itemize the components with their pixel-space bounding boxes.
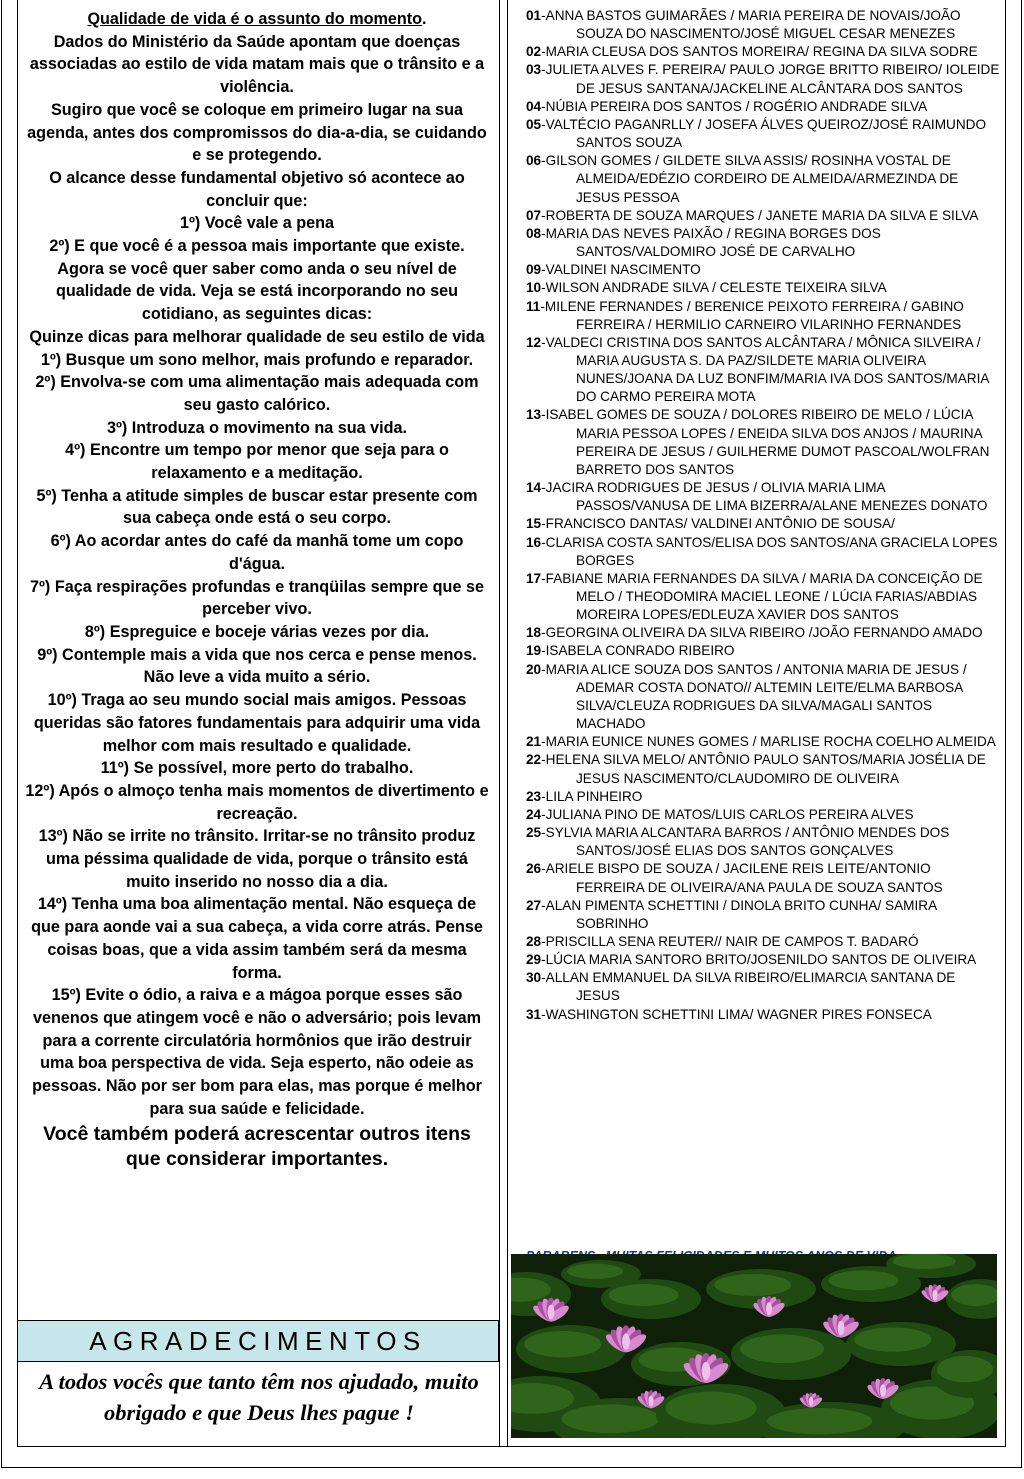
article-paragraph: 3º) Introduza o movimento na sua vida.	[106, 418, 408, 437]
birthday-entry	[526, 969, 1000, 1005]
frame-left-outer	[1, 0, 2, 1468]
article-paragraph: Dados do Ministério da Saúde apontam que doenças associadas ao estilo de vida matam mais que o trânsito e a violência.	[29, 32, 485, 97]
birthday-day: 23	[526, 788, 542, 804]
birthday-day: 12	[526, 334, 542, 350]
birthday-entry	[526, 61, 1000, 97]
birthday-entry	[526, 951, 1000, 969]
birthday-day: 06	[526, 153, 542, 169]
birthday-entry	[526, 479, 1000, 515]
article-paragraph: 10º) Traga ao seu mundo social mais amigos. Pessoas queridas são fatores fundamentais para adquirir uma vida melhor com mais resultado e qualidade.	[33, 691, 481, 755]
birthday-names: -ALLAN EMMANUEL DA SILVA RIBEIRO/ELIMARCIA SANTANA DE JESUS	[541, 970, 956, 1004]
article-paragraph: 12º) Após o almoço tenha mais momentos de divertimento e recreação.	[25, 781, 489, 823]
birthday-entry	[526, 933, 1000, 951]
birthday-day: 21	[526, 734, 542, 750]
birthday-names: -JACIRA RODRIGUES DE JESUS / OLIVIA MARIA LIMA PASSOS/VANUSA DE LIMA BIZERRA/ALANE MENEZES DONATO	[541, 480, 988, 514]
birthday-names: -MILENE FERNANDES / BERENICE PEIXOTO FERREIRA / GABINO FERREIRA / HERMILIO CARNEIRO VILARINHO FERNANDES	[540, 298, 964, 332]
birthday-names: -MARIA CLEUSA DOS SANTOS MOREIRA/ REGINA DA SILVA SODRE	[541, 44, 978, 60]
article-paragraph: 13º) Não se irrite no trânsito. Irritar-se no trânsito produz uma péssima qualidade de vida, porque o trânsito está muito inserido no nosso dia a dia.	[38, 827, 476, 891]
article-paragraph: 2º) Envolva-se com uma alimentação mais adequada com seu gasto calórico.	[35, 373, 479, 414]
frame-bottom-outer	[1, 1467, 1022, 1468]
birthday-entry	[526, 642, 1000, 660]
birthday-entry	[526, 860, 1000, 896]
birthday-names: -LÚCIA MARIA SANTORO BRITO/JOSENILDO SANTOS DE OLIVEIRA	[541, 952, 977, 968]
birthday-names: -GEORGINA OLIVEIRA DA SILVA RIBEIRO /JOÃO FERNANDO AMADO	[541, 625, 983, 641]
quality-of-life-article	[24, 8, 490, 1172]
article-title: Qualidade de vida é o assunto do momento	[87, 10, 423, 28]
birthday-names: -VALDINEI NASCIMENTO	[541, 262, 701, 278]
birthday-names: -ROBERTA DE SOUZA MARQUES / JANETE MARIA DA SILVA E SILVA	[541, 207, 979, 223]
article-paragraph: Agora se você quer saber como anda o seu nível de qualidade de vida. Veja se está incorporando no seu cotidiano, as seguintes dicas:	[55, 259, 459, 324]
birthday-entry	[526, 406, 1000, 479]
birthday-entry	[526, 1006, 1000, 1024]
birthday-day: 18	[526, 625, 542, 641]
birthday-entry	[526, 334, 1000, 407]
birthday-entry	[526, 534, 1000, 570]
birthday-entry	[526, 733, 1000, 751]
article-paragraph: O alcance desse fundamental objetivo só acontece ao concluir que:	[49, 168, 465, 210]
birthday-entry	[526, 624, 1000, 642]
birthday-entry	[526, 152, 1000, 206]
birthday-entry	[526, 43, 1000, 61]
article-paragraph: 1º) Busque um sono melhor, mais profundo e reparador.	[40, 350, 474, 369]
article-paragraph: Sugiro que você se coloque em primeiro lugar na sua agenda, antes dos compromissos do dia-a-dia, se cuidando e se protegendo.	[27, 100, 487, 165]
birthday-day: 08	[526, 225, 542, 241]
article-closing: Você também poderá acrescentar outros itens que considerar importantes.	[43, 1123, 471, 1171]
birthday-day: 14	[526, 480, 542, 496]
birthday-names: -ANNA BASTOS GUIMARÃES / MARIA PEREIRA DE NOVAIS/JOÃO SOUZA DO NASCIMENTO/JOSÉ MIGUEL CESAR MENEZES	[541, 8, 961, 42]
birthday-names: -HELENA SILVA MELO/ ANTÔNIO PAULO SANTOS/MARIA JOSÉLIA DE JESUS NASCIMENTO/CLAUDOMIRO DE OLIVEIRA	[541, 752, 986, 786]
birthday-day: 19	[526, 643, 542, 659]
birthday-names: -JULIANA PINO DE MATOS/LUIS CARLOS PEREIRA ALVES	[541, 806, 914, 822]
birthday-entry	[526, 515, 1000, 533]
article-paragraph: 5º) Tenha a atitude simples de buscar estar presente com sua cabeça onde está o seu corpo.	[36, 486, 478, 528]
frame-right-inner	[1005, 0, 1006, 1446]
birthday-day: 30	[526, 970, 542, 986]
birthday-entry	[526, 570, 1000, 624]
birthday-entry	[526, 806, 1000, 824]
birthday-day: 02	[526, 44, 542, 60]
birthday-day: 28	[526, 933, 542, 949]
birthday-day: 31	[526, 1006, 542, 1022]
article-paragraph: 15º) Evite o ódio, a raiva e a mágoa porque esses são venenos que atingem você e não o adversário; pois levam para a corrente circulatória hormônios que irão destruir uma boa perspectiva de vida. Seja esperto, não odeie as pessoas. Não por ser bom para elas, mas porque é melhor para sua saúde e felicidade.	[32, 986, 482, 1118]
birthday-names: -WILSON ANDRADE SILVA / CELESTE TEIXEIRA SILVA	[541, 280, 887, 296]
birthday-day: 24	[526, 806, 542, 822]
birthday-entry	[526, 225, 1000, 261]
birthday-names: -VALTÉCIO PAGANRLLY / JOSEFA ÁLVES QUEIROZ/JOSÉ RAIMUNDO SANTOS SOUZA	[541, 116, 987, 151]
birthday-names: -SYLVIA MARIA ALCANTARA BARROS / ANTÔNIO MENDES DOS SANTOS/JOSÉ ELIAS DOS SANTOS GONÇALVES	[541, 825, 950, 859]
birthday-day: 16	[526, 534, 542, 550]
birthday-list	[526, 7, 1000, 1024]
article-paragraph: 4º) Encontre um tempo por menor que seja para o relaxamento e a meditação.	[65, 441, 449, 483]
article-paragraphs	[24, 31, 490, 1121]
birthday-names: -FABIANE MARIA FERNANDES DA SILVA / MARIA DA CONCEIÇÃO DE MELO / THEODOMIRA MACIEL LEONE / LÚCIA FARIAS/ABDIAS MOREIRA LOPES/EDLEUZA XAVIER DOS SANTOS	[541, 570, 983, 623]
article-paragraph: 9º) Contemple mais a vida que nos cerca e pense menos. Não leve a vida muito a sério.	[37, 645, 477, 687]
birthday-entry	[526, 261, 1000, 279]
birthday-names: -VALDECI CRISTINA DOS SANTOS ALCÂNTARA / MÔNICA SILVEIRA / MARIA AUGUSTA S. DA PAZ/SILDETE MARIA OLIVEIRA NUNES/JOANA DA LUZ BONFIM/MARIA IVA DOS SANTOS/MARIA DO CARMO PEREIRA MOTA	[541, 334, 989, 405]
frame-center-left	[499, 0, 500, 1446]
birthday-day: 27	[526, 897, 542, 913]
birthday-day: 05	[526, 116, 542, 132]
birthday-entry	[526, 788, 1000, 806]
birthday-entry	[526, 279, 1000, 297]
article-paragraph: 8º) Espreguice e boceje várias vezes por dia.	[84, 622, 430, 641]
birthday-day: 26	[526, 861, 542, 877]
birthday-entry	[526, 98, 1000, 116]
birthday-names: -JULIETA ALVES F. PEREIRA/ PAULO JORGE BRITTO RIBEIRO/ IOLEIDE DE JESUS SANTANA/JACKELINE ALCÂNTARA DOS SANTOS	[541, 62, 1000, 96]
article-paragraph: 7º) Faça respirações profundas e tranqüilas sempre que se perceber vivo.	[30, 577, 484, 619]
birthday-names: -ISABELA CONRADO RIBEIRO	[541, 643, 735, 659]
birthday-names: -ARIELE BISPO DE SOUZA / JACILENE REIS LEITE/ANTONIO FERREIRA DE OLIVEIRA/ANA PAULA DE SOUZA SANTOS	[541, 861, 943, 895]
birthday-names: -FRANCISCO DANTAS/ VALDINEI ANTÔNIO DE SOUSA/	[541, 516, 895, 532]
birthday-names: -MARIA EUNICE NUNES GOMES / MARLISE ROCHA COELHO ALMEIDA	[541, 734, 996, 750]
birthday-names: -GILSON GOMES / GILDETE SILVA ASSIS/ ROSINHA VOSTAL DE ALMEIDA/EDÉZIO CORDEIRO DE ALMEIDA/ARMEZINDA DE JESUS PESSOA	[541, 153, 959, 205]
article-paragraph: 2º) E que você é a pessoa mais importante que existe.	[49, 237, 465, 256]
agradecimentos-banner: AGRADECIMENTOS	[17, 1320, 499, 1362]
birthday-day: 22	[526, 752, 542, 768]
article-paragraph: 6º) Ao acordar antes do café da manhã tome um copo d'água.	[50, 532, 464, 573]
birthday-day: 20	[526, 661, 542, 677]
birthday-day: 03	[526, 62, 542, 78]
birthday-names: -MARIA DAS NEVES PAIXÃO / REGINA BORGES DOS SANTOS/VALDOMIRO JOSÉ DE CARVALHO	[541, 225, 881, 260]
article-paragraph: Quinze dicas para melhorar qualidade de seu estilo de vida	[29, 327, 485, 346]
birthday-entry	[526, 824, 1000, 860]
birthday-day: 11	[526, 298, 541, 314]
birthday-entry	[526, 207, 1000, 225]
birthday-day: 01	[526, 8, 542, 23]
birthday-day: 13	[526, 407, 542, 423]
birthday-entry	[526, 7, 1000, 43]
birthday-entry	[526, 897, 1000, 933]
article-title-line	[24, 8, 490, 31]
birthday-names: -PRISCILLA SENA REUTER// NAIR DE CAMPOS T. BADARÓ	[541, 933, 919, 949]
birthday-names: -LILA PINHEIRO	[541, 788, 643, 804]
birthday-day: 17	[526, 570, 542, 586]
birthday-names: -NÚBIA PEREIRA DOS SANTOS / ROGÉRIO ANDRADE SILVA	[541, 98, 928, 114]
birthday-names: -MARIA ALICE SOUZA DOS SANTOS / ANTONIA MARIA DE JESUS / ADEMAR COSTA DONATO// ALTEMIN LEITE/ELMA BARBOSA SILVA/CLEUZA RODRIGUES DA SILVA/MAGALI SANTOS MACHADO	[541, 661, 967, 732]
birthday-day: 09	[526, 262, 542, 278]
birthday-names: -ISABEL GOMES DE SOUZA / DOLORES RIBEIRO DE MELO / LÚCIA MARIA PESSOA LOPES / ENEIDA SILVA DOS ANJOS / MAURINA PEREIRA DE JESUS / GUILHERME DUMOT PASCOAL/WOLFRAN BARRETO DOS SANTOS	[541, 407, 990, 477]
water-lily-icon	[511, 1254, 997, 1438]
birthday-day: 29	[526, 952, 542, 968]
birthday-names: -CLARISA COSTA SANTOS/ELISA DOS SANTOS/ANA GRACIELA LOPES BORGES	[541, 534, 998, 568]
frame-bottom-inner	[17, 1446, 1006, 1447]
birthday-entry	[526, 116, 1000, 152]
birthday-names: -ALAN PIMENTA SCHETTINI / DINOLA BRITO CUNHA/ SAMIRA SOBRINHO	[541, 897, 937, 931]
article-paragraph: 1º) Você vale a pena	[179, 214, 335, 233]
birthday-entry	[526, 661, 1000, 734]
article-title-period: .	[422, 10, 427, 28]
birthday-names: -WASHINGTON SCHETTINI LIMA/ WAGNER PIRES FONSECA	[541, 1006, 932, 1022]
birthday-day: 25	[526, 825, 542, 841]
birthday-day: 10	[526, 280, 542, 296]
birthday-entry	[526, 298, 1000, 334]
thanks-message: A todos vocês que tanto têm nos ajudado, muito obrigado e que Deus lhes pague !	[39, 1369, 479, 1425]
water-lily-photo	[511, 1254, 997, 1438]
birthday-day: 07	[526, 207, 542, 223]
frame-center-right	[507, 0, 508, 1446]
article-paragraph: 14º) Tenha uma boa alimentação mental. Não esqueça de que para aonde vai a sua cabeça, a vida corre atrás. Pense coisas boas, que a vida assim também será da mesma forma.	[31, 895, 483, 982]
birthday-day: 04	[526, 98, 542, 114]
article-paragraph: 11º) Se possível, more perto do trabalho.	[100, 759, 414, 778]
frame-right-outer	[1021, 0, 1022, 1468]
birthday-entry	[526, 751, 1000, 787]
birthday-day: 15	[526, 516, 542, 532]
frame-left-inner	[17, 0, 18, 1446]
